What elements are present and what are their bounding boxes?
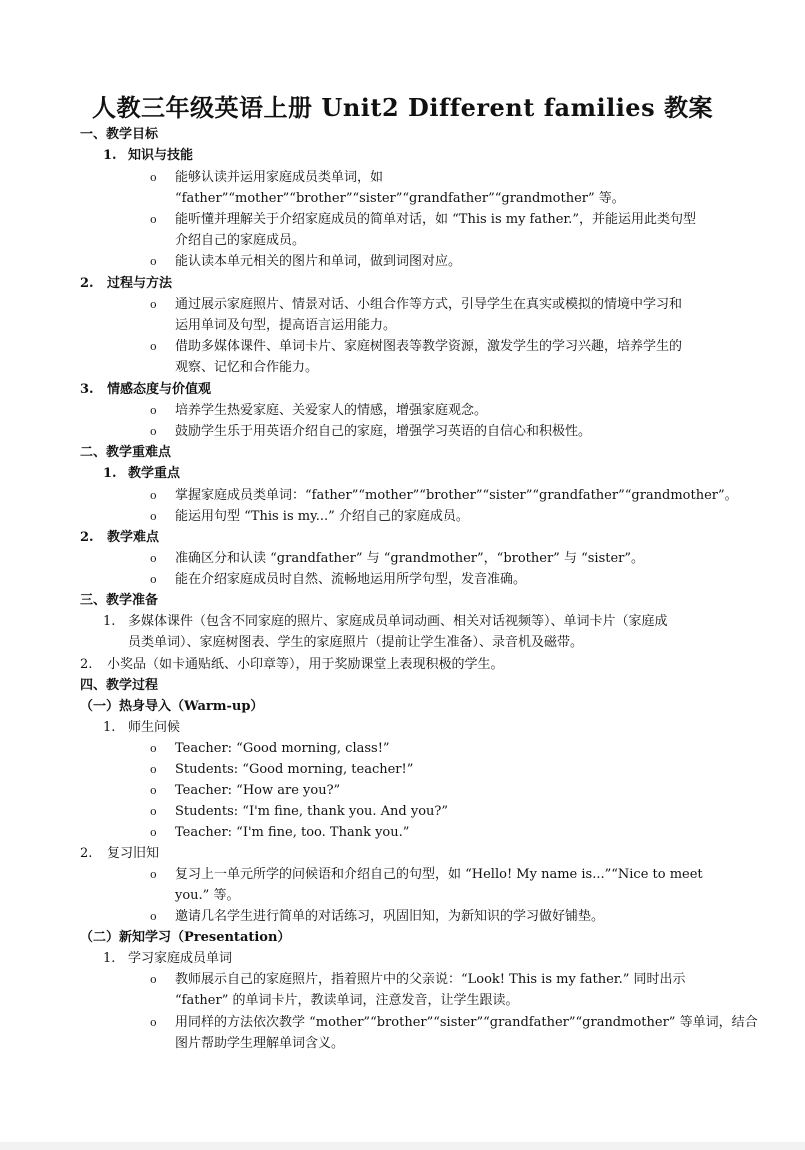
list-item-continued: 观察、记忆和合作能力。: [175, 360, 319, 375]
bullet-icon: o: [150, 973, 157, 986]
list-item: 能运用句型 “This is my...” 介绍自己的家庭成员。: [175, 509, 469, 524]
subsection-number: 1.: [103, 148, 117, 163]
dialogue-line: Teacher: “I'm fine, too. Thank you.”: [175, 825, 410, 840]
list-item: 小奖品（如卡通贴纸、小印章等），用于奖励课堂上表现积极的学生。: [107, 657, 504, 672]
list-item: 通过展示家庭照片、情景对话、小组合作等方式，引导学生在真实或模拟的情境中学习和: [175, 297, 683, 312]
list-item-continued: “father” 的单词卡片，教读单词，注意发音，让学生跟读。: [175, 993, 519, 1008]
subsection-number: 2.: [80, 530, 94, 545]
bullet-icon: o: [150, 510, 157, 523]
bullet-icon: o: [150, 340, 157, 353]
section-heading-key-points: 二、教学重难点: [80, 445, 172, 460]
list-item-continued: “father”“mother”“brother”“sister”“grandfather”“grandmother” 等。: [175, 191, 625, 206]
list-item: 用同样的方法依次教学 “mother”“brother”“sister”“grandfather”“grandmother” 等单词，结合: [175, 1015, 758, 1030]
dialogue-line: Teacher: “Good morning, class!”: [175, 741, 390, 756]
step-title: 师生问候: [128, 720, 181, 735]
part-heading-presentation: （二）新知学习（Presentation）: [80, 930, 291, 945]
bullet-icon: o: [150, 742, 157, 755]
bullet-icon: o: [150, 298, 157, 311]
subsection-number: 1.: [103, 466, 117, 481]
bullet-icon: o: [150, 868, 157, 881]
bullet-icon: o: [150, 805, 157, 818]
list-item: 多媒体课件（包含不同家庭的照片、家庭成员单词动画、相关对话视频等）、单词卡片（家庭成: [128, 614, 668, 629]
bullet-icon: o: [150, 784, 157, 797]
subsection-title: 情感态度与价值观: [107, 382, 212, 397]
bullet-icon: o: [150, 213, 157, 226]
list-number: 2.: [80, 657, 93, 672]
list-item-continued: 图片帮助学生理解单词含义。: [175, 1036, 345, 1051]
bullet-icon: o: [150, 552, 157, 565]
section-heading-objectives: 一、教学目标: [80, 127, 159, 142]
subsection-title: 知识与技能: [128, 148, 194, 163]
step-number: 2.: [80, 846, 93, 861]
document-title: 人教三年级英语上册 Unit2 Different families 教案: [92, 93, 713, 122]
list-item: 能认读本单元相关的图片和单词，做到词图对应。: [175, 254, 462, 269]
list-item: 邀请几名学生进行简单的对话练习，巩固旧知，为新知识的学习做好铺垫。: [175, 909, 605, 924]
list-item: 鼓励学生乐于用英语介绍自己的家庭，增强学习英语的自信心和积极性。: [175, 424, 592, 439]
list-item: 教师展示自己的家庭照片，指着照片中的父亲说：“Look! This is my father.” 同时出示: [175, 972, 686, 987]
bullet-icon: o: [150, 255, 157, 268]
list-item-continued: 运用单词及句型，提高语言运用能力。: [175, 318, 397, 333]
list-item-continued: you.” 等。: [175, 888, 240, 903]
step-title: 学习家庭成员单词: [128, 951, 233, 966]
list-item-continued: 介绍自己的家庭成员。: [175, 233, 306, 248]
subsection-title: 教学重点: [128, 466, 181, 481]
list-item: 能够认读并运用家庭成员类单词，如: [175, 170, 384, 185]
subsection-number: 3.: [80, 382, 94, 397]
bullet-icon: o: [150, 910, 157, 923]
section-heading-preparation: 三、教学准备: [80, 593, 159, 608]
dialogue-line: Students: “I'm fine, thank you. And you?”: [175, 804, 449, 819]
bullet-icon: o: [150, 489, 157, 502]
list-number: 1.: [103, 614, 116, 629]
step-number: 1.: [103, 951, 116, 966]
bullet-icon: o: [150, 171, 157, 184]
bullet-icon: o: [150, 826, 157, 839]
bullet-icon: o: [150, 763, 157, 776]
list-item: 准确区分和认读 “grandfather” 与 “grandmother”，“brother” 与 “sister”。: [175, 551, 645, 566]
bullet-icon: o: [150, 573, 157, 586]
list-item: 能听懂并理解关于介绍家庭成员的简单对话，如 “This is my father.”，并能运用此类句型: [175, 212, 696, 227]
part-heading-warmup: （一）热身导入（Warm-up）: [80, 699, 264, 714]
dialogue-line: Students: “Good morning, teacher!”: [175, 762, 414, 777]
subsection-title: 教学难点: [107, 530, 160, 545]
list-item: 复习上一单元所学的问候语和介绍自己的句型，如 “Hello! My name is...”“Nice to meet: [175, 867, 703, 882]
list-item: 培养学生热爱家庭、关爱家人的情感，增强家庭观念。: [175, 403, 488, 418]
section-heading-process: 四、教学过程: [80, 678, 159, 693]
list-item: 能在介绍家庭成员时自然、流畅地运用所学句型，发音准确。: [175, 572, 527, 587]
step-number: 1.: [103, 720, 116, 735]
list-item: 掌握家庭成员类单词：“father”“mother”“brother”“sister”“grandfather”“grandmother”。: [175, 488, 738, 503]
dialogue-line: Teacher: “How are you?”: [175, 783, 341, 798]
subsection-number: 2.: [80, 276, 94, 291]
subsection-title: 过程与方法: [107, 276, 173, 291]
bullet-icon: o: [150, 425, 157, 438]
bullet-icon: o: [150, 404, 157, 417]
list-item-continued: 员类单词）、家庭树图表、学生的家庭照片（提前让学生准备）、录音机及磁带。: [128, 635, 584, 650]
list-item: 借助多媒体课件、单词卡片、家庭树图表等教学资源，激发学生的学习兴趣，培养学生的: [175, 339, 683, 354]
page-bottom-strip: [0, 1142, 805, 1150]
step-title: 复习旧知: [107, 846, 160, 861]
bullet-icon: o: [150, 1016, 157, 1029]
